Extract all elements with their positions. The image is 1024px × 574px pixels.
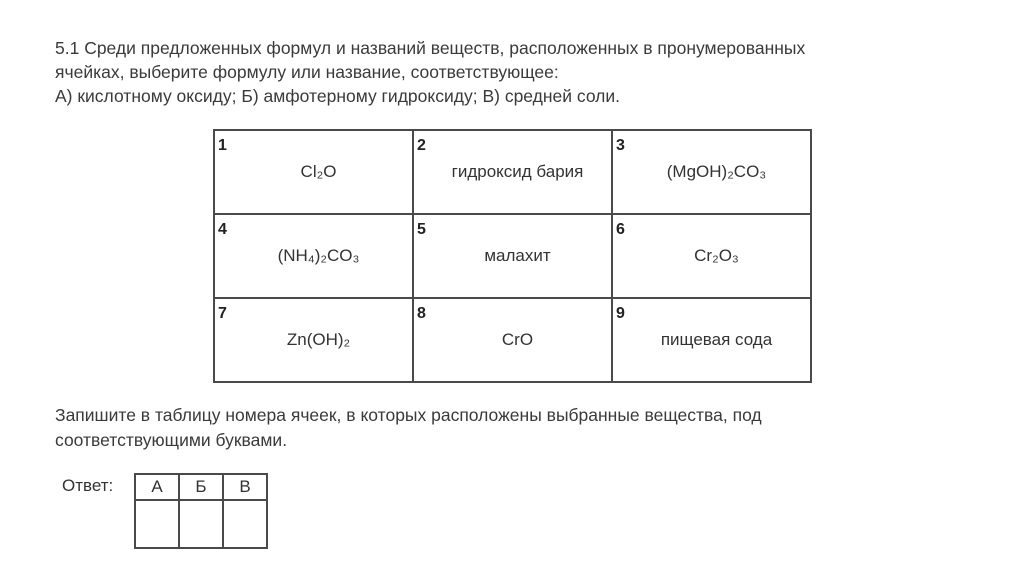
cell-number: 3 <box>616 137 625 154</box>
answer-header-v: В <box>223 474 267 500</box>
cell-substance: Cr₂O₃ <box>694 246 739 265</box>
cell-substance: Zn(OH)₂ <box>286 330 351 349</box>
cell-number: 8 <box>417 305 426 322</box>
cell-substance: малахит <box>484 246 551 265</box>
question-line-2: ячейках, выберите формулу или название, соответствующее: <box>55 62 559 82</box>
answer-input-row <box>135 500 267 548</box>
answer-header-a: А <box>135 474 179 500</box>
question-line-3: А) кислотному оксиду; Б) амфотерному гидроксиду; В) средней соли. <box>55 86 621 106</box>
question-line-1: 5.1 Среди предложенных формул и названий веществ, расположенных в пронумерованных <box>55 38 806 58</box>
cell-2 <box>413 130 612 214</box>
cell-5 <box>413 214 612 298</box>
cell-substance: Cl₂O <box>300 162 337 181</box>
cell-number: 9 <box>616 305 625 322</box>
answer-cell-v[interactable] <box>223 500 267 548</box>
cell-number: 7 <box>218 305 227 322</box>
cell-3 <box>612 130 811 214</box>
cell-substance: CrO <box>501 330 534 349</box>
answer-label: Ответ: <box>62 476 114 495</box>
cell-number: 2 <box>417 137 426 154</box>
question-text <box>55 36 995 108</box>
cell-substance: пищевая сода <box>660 330 773 349</box>
cell-8 <box>413 298 612 382</box>
cell-7 <box>214 298 413 382</box>
answer-cell-b[interactable] <box>179 500 223 548</box>
instruction-line-2: соответствующими буквами. <box>55 430 288 450</box>
cell-number: 4 <box>218 221 227 238</box>
cell-number: 5 <box>417 221 426 238</box>
table-row <box>214 298 811 382</box>
cell-substance: гидроксид бария <box>451 162 584 181</box>
cell-1 <box>214 130 413 214</box>
answer-header-row <box>135 474 267 500</box>
cell-9 <box>612 298 811 382</box>
table-row <box>214 130 811 214</box>
answer-table <box>134 473 268 549</box>
cell-6 <box>612 214 811 298</box>
cell-number: 6 <box>616 221 625 238</box>
cell-substance: (NH₄)₂CO₃ <box>277 246 360 265</box>
cell-number: 1 <box>218 137 227 154</box>
substances-table <box>213 129 812 383</box>
instruction-line-1: Запишите в таблицу номера ячеек, в которых расположены выбранные вещества, под <box>55 405 762 425</box>
cell-4 <box>214 214 413 298</box>
instruction-text <box>55 403 995 453</box>
answer-header-b: Б <box>179 474 223 500</box>
table-row <box>214 214 811 298</box>
answer-cell-a[interactable] <box>135 500 179 548</box>
cell-substance: (MgOH)₂CO₃ <box>666 162 767 181</box>
